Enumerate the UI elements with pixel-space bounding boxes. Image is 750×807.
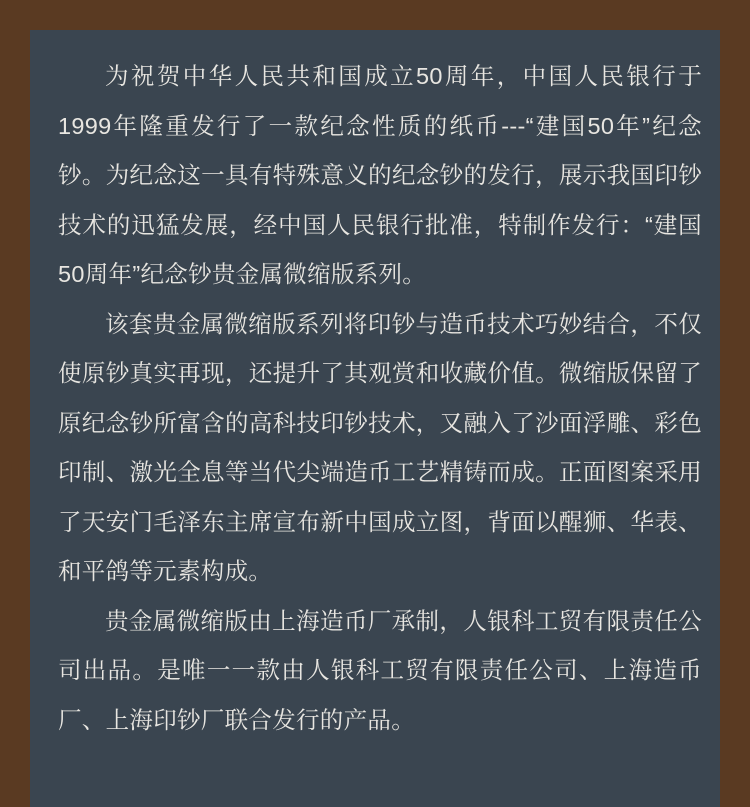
- paragraph-2: 该套贵金属微缩版系列将印钞与造币技术巧妙结合，不仅使原钞真实再现，还提升了其观赏和收藏价值。微缩版保留了原纪念钞所富含的高科技印钞技术，又融入了沙面浮雕、彩色印制、激光全息等当代尖端造币工艺精铸而成。正面图案采用了天安门毛泽东主席宣布新中国成立图，背面以醒狮、华表、和平鸽等元素构成。: [58, 310, 702, 584]
- content-panel: [30, 30, 720, 807]
- top-border-band: [0, 0, 750, 30]
- article-body: [58, 52, 710, 745]
- paragraph-1: 为祝贺中华人民共和国成立50周年，中国人民银行于1999年隆重发行了一款纪念性质的纸币---“建国50年”纪念钞。为纪念这一具有特殊意义的纪念钞的发行，展示我国印钞技术的迅猛发展，经中国人民银行批准，特制作发行：“建国50周年”纪念钞贵金属微缩版系列。: [58, 63, 702, 287]
- paragraph-3: 贵金属微缩版由上海造币厂承制，人银科工贸有限责任公司出品。是唯一一款由人银科工贸有限责任公司、上海造币厂、上海印钞厂联合发行的产品。: [58, 607, 702, 733]
- left-border-strip: [0, 30, 30, 807]
